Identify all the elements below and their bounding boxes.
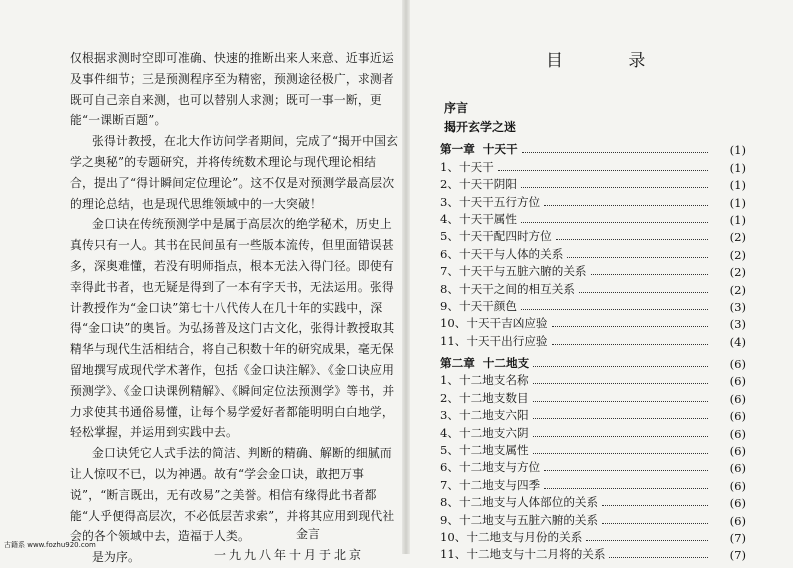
toc-entry-row bbox=[440, 510, 746, 527]
toc-entry-row bbox=[440, 371, 746, 388]
toc-entry-label: 11、十天干出行应验 bbox=[440, 333, 548, 348]
toc-page-number: (1) bbox=[729, 143, 746, 158]
toc-preface-subtitle: 揭开玄学之迷 bbox=[444, 120, 517, 134]
toc-entry-label: 7、十天干与五脏六腑的关系 bbox=[440, 264, 587, 279]
preface-signature: 金言 bbox=[296, 527, 321, 541]
toc-entry-row bbox=[440, 314, 746, 331]
toc-entry-row bbox=[440, 227, 746, 244]
toc-page-number: (1) bbox=[729, 178, 746, 193]
book-gutter bbox=[402, 0, 410, 554]
toc-entry-row bbox=[440, 210, 746, 227]
toc-entry-label: 3、十二地支六阳 bbox=[440, 408, 529, 423]
toc-page-number: (4) bbox=[729, 334, 746, 349]
toc-entry-row bbox=[440, 388, 746, 405]
toc-leader-dots bbox=[521, 187, 708, 188]
preface-paragraph-3: 金口诀在传统预测学中是属于高层次的绝学秘术，历史上真传只有一人。其书在民间虽有一些版本流传，但里面错误甚多，深奥难懂，若没有明师指点，根本无法入得门径。即使有幸得此书者，也无疑是得到了一本有字天书，无法运用。张得计教授作为“金口诀”第七十八代传人在几十年的实践中，深得“金口诀”的奥旨。为弘扬普及这门古文化，张得计教授取其精华与现代生活相结合，将自己积数十年的研究成果，毫无保留地撰写成现代学术著作，包括《金口诀注解》、《金口诀应用预测学》、《金口诀课例精解》、《瞬间定位法预测学》等书，并力求使其书通俗易懂，让每个易学爱好者都能明明白白地学，轻松掌握，并运用到实践中去。 bbox=[70, 217, 395, 440]
toc-leader-dots bbox=[544, 488, 708, 489]
toc-leader-dots bbox=[556, 239, 708, 240]
toc-leader-dots bbox=[544, 470, 708, 471]
toc-entry-row bbox=[440, 406, 746, 423]
toc-leader-dots bbox=[533, 366, 708, 367]
toc-page-number: (6) bbox=[729, 409, 746, 424]
toc-entry-row bbox=[440, 262, 746, 279]
toc-page-number: (6) bbox=[729, 444, 746, 459]
toc-title: 目 录 bbox=[546, 51, 676, 71]
toc-page-number: (3) bbox=[729, 299, 746, 314]
toc-entry-row bbox=[440, 423, 746, 440]
toc-page-number: (2) bbox=[729, 282, 746, 297]
toc-entry-row bbox=[440, 279, 746, 296]
toc-entry-label: 10、十天干吉凶应验 bbox=[440, 316, 548, 331]
site-credit: 古籍系 www.fozhu920.com bbox=[4, 541, 96, 549]
toc-entry-row bbox=[440, 175, 746, 192]
toc-entry-label: 8、十二地支与人体部位的关系 bbox=[440, 495, 599, 510]
toc-page-number: (6) bbox=[729, 426, 746, 441]
toc-entry-label: 4、十二地支六阴 bbox=[440, 425, 529, 440]
toc-entry-label: 1、十二地支名称 bbox=[440, 373, 529, 388]
table-of-contents bbox=[440, 135, 746, 562]
toc-page-number: (6) bbox=[729, 478, 746, 493]
toc-entry-label: 4、十天干属性 bbox=[440, 211, 517, 226]
toc-page-number: (3) bbox=[729, 317, 746, 332]
preface-paragraph-2: 张得计教授，在北大作访问学者期间，完成了“揭开中国玄学之奥秘”的专题研究，并将传统数术理论与现代理论相结合，提出了“得计瞬间定位理论”。这不仅是对预测学最高层次的理论总结，也是现代思维领域中的一大突破！ bbox=[70, 134, 399, 211]
toc-entry-row bbox=[440, 475, 746, 492]
preface-paragraph-1: 仅根据求测时空即可准确、快速的推断出来人来意、近事近运及事件细节；三是预测程序至为精密，预测途径极广，求测者既可自己亲自来测，也可以替别人求测；既可一事一断，更能“一课断百题”。 bbox=[70, 51, 394, 128]
toc-page-number: (2) bbox=[729, 265, 746, 280]
toc-page-number: (6) bbox=[729, 391, 746, 406]
toc-entry-row bbox=[440, 157, 746, 174]
toc-entry-row bbox=[440, 297, 746, 314]
preface-date: 一九九八年十月于北京 bbox=[214, 548, 365, 562]
toc-page-number: (7) bbox=[729, 548, 746, 563]
toc-entry-row bbox=[440, 331, 746, 348]
toc-preface-label: 序言 bbox=[444, 101, 469, 115]
toc-page-number: (6) bbox=[729, 357, 746, 372]
toc-entry-label: 7、十二地支与四季 bbox=[440, 477, 541, 492]
toc-page-number: (6) bbox=[729, 496, 746, 511]
toc-entry-row bbox=[440, 244, 746, 261]
toc-entry-row bbox=[440, 545, 746, 562]
toc-page-number: (6) bbox=[729, 374, 746, 389]
toc-chapter-name: 十二地支 bbox=[482, 356, 530, 371]
toc-entry-label: 2、十二地支数目 bbox=[440, 390, 529, 405]
toc-entry-label: 6、十天干与人体的关系 bbox=[440, 246, 564, 261]
toc-leader-dots bbox=[586, 540, 708, 541]
toc-entry-label: 6、十二地支与方位 bbox=[440, 460, 541, 475]
toc-leader-dots bbox=[602, 505, 708, 506]
toc-entry-label: 11、十二地支与十二月将的关系 bbox=[440, 547, 606, 562]
toc-chapter-label bbox=[440, 355, 529, 371]
toc-leader-dots bbox=[609, 557, 708, 558]
toc-leader-dots bbox=[567, 257, 708, 258]
toc-page-number: (6) bbox=[729, 461, 746, 476]
toc-leader-dots bbox=[591, 274, 708, 275]
toc-entry-label: 5、十天干配四时方位 bbox=[440, 229, 552, 244]
preface-paragraph-5: 是为序。 bbox=[92, 550, 140, 565]
toc-leader-dots bbox=[521, 222, 708, 223]
toc-page-number: (2) bbox=[729, 230, 746, 245]
toc-page-number: (1) bbox=[729, 212, 746, 227]
toc-leader-dots bbox=[533, 453, 708, 454]
toc-chapter-number: 第二章 bbox=[440, 356, 475, 371]
preface-paragraph-4: 金口诀凭它人式手法的简洁、判断的精确、解断的细腻而让人惊叹不已，以为神遇。故有“学会金口诀，敢把万事说”，“断言既出，无有改易”之美誉。相信有缘得此书者都能“人乎便得高层次，不必低层苦求索”，并将其应用到现代社会的各个领域中去，造福于人类。 bbox=[70, 446, 395, 544]
toc-entry-row bbox=[440, 192, 746, 209]
toc-chapter-number: 第一章 bbox=[440, 142, 475, 157]
toc-chapter-row bbox=[440, 140, 746, 157]
toc-entry-label: 9、十二地支与五脏六腑的关系 bbox=[440, 512, 599, 527]
toc-leader-dots bbox=[602, 523, 708, 524]
toc-page-number: (7) bbox=[729, 530, 746, 545]
toc-entry-label: 5、十二地支属性 bbox=[440, 443, 529, 458]
toc-leader-dots bbox=[552, 344, 708, 345]
toc-leader-dots bbox=[522, 152, 708, 153]
toc-entry-label: 2、十天干阴阳 bbox=[440, 177, 517, 192]
toc-page-number: (1) bbox=[729, 195, 746, 210]
toc-leader-dots bbox=[533, 436, 708, 437]
toc-entry-row bbox=[440, 493, 746, 510]
toc-leader-dots bbox=[533, 383, 708, 384]
toc-entry-row bbox=[440, 441, 746, 458]
toc-chapter-row bbox=[440, 354, 746, 371]
toc-page-number: (2) bbox=[729, 247, 746, 262]
toc-chapter-name: 十天干 bbox=[482, 142, 518, 157]
toc-entry-label: 8、十天干之间的相互关系 bbox=[440, 281, 575, 296]
toc-chapter-label bbox=[440, 141, 518, 157]
toc-page-number: (6) bbox=[729, 513, 746, 528]
toc-entry-label: 10、十二地支与月份的关系 bbox=[440, 529, 583, 544]
preface-page bbox=[70, 48, 400, 568]
toc-entry-label: 9、十天干颜色 bbox=[440, 298, 517, 313]
toc-leader-dots bbox=[579, 292, 708, 293]
toc-leader-dots bbox=[552, 326, 708, 327]
toc-page-number: (1) bbox=[729, 160, 746, 175]
toc-entry-label: 1、十天干 bbox=[440, 159, 494, 174]
toc-entry-row bbox=[440, 528, 746, 545]
toc-leader-dots bbox=[544, 205, 708, 206]
toc-leader-dots bbox=[533, 401, 708, 402]
toc-leader-dots bbox=[498, 170, 708, 171]
toc-leader-dots bbox=[521, 309, 708, 310]
toc-entry-label: 3、十天干五行方位 bbox=[440, 194, 541, 209]
toc-entry-row bbox=[440, 458, 746, 475]
toc-leader-dots bbox=[533, 418, 708, 419]
